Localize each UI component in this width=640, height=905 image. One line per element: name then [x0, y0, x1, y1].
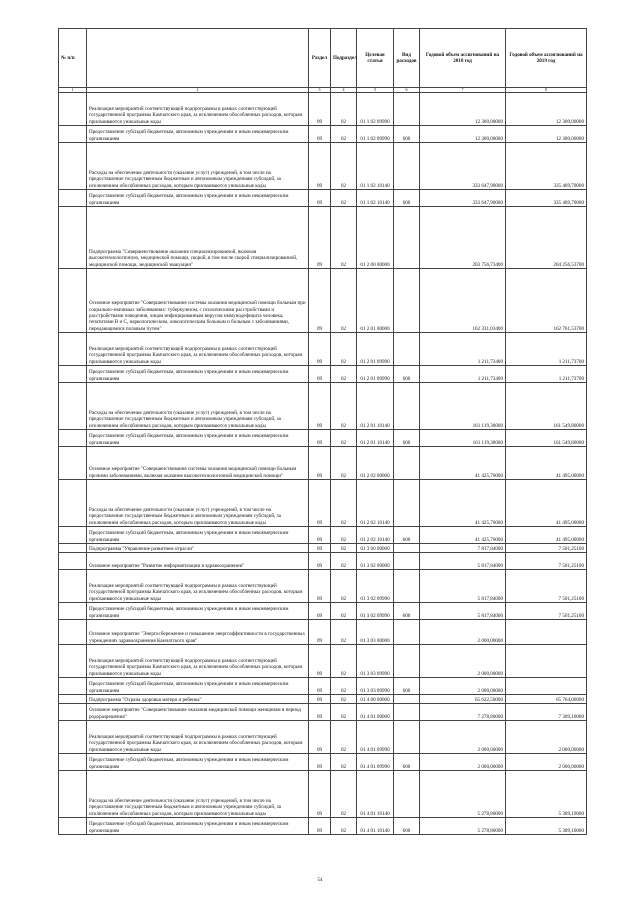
- row-expense-type: 600: [394, 430, 420, 447]
- table-row: [59, 527, 587, 544]
- row-target-article: 01 2 02 00000: [357, 447, 394, 480]
- row-amount-2019: 161 549,80000: [506, 383, 587, 430]
- row-target-article: 01 3 02 00000: [357, 553, 394, 570]
- row-amount-2018: 161 119,30000: [420, 383, 506, 430]
- row-amount-2018: 2 000,00000: [420, 678, 506, 695]
- table-row: [59, 553, 587, 570]
- row-expense-type: [394, 544, 420, 553]
- row-razdel: 09: [309, 695, 331, 704]
- row-podrazdel: 02: [331, 603, 357, 620]
- row-podrazdel: 02: [331, 553, 357, 570]
- row-amount-2019: 41 495,00000: [506, 527, 587, 544]
- row-number: [59, 527, 87, 544]
- row-podrazdel: 02: [331, 721, 357, 754]
- row-amount-2019: 12 300,00000: [506, 93, 587, 126]
- row-target-article: 01 2 01 09990: [357, 333, 394, 366]
- row-target-article: 01 2 02 10140: [357, 480, 394, 527]
- row-amount-2019: 7 501,25100: [506, 603, 587, 620]
- row-description: [87, 143, 309, 190]
- table-row: [59, 447, 587, 480]
- header-2018: Годовой объем ассигнований на 2018 год: [420, 29, 506, 88]
- row-podrazdel: 02: [331, 143, 357, 190]
- table-row: [59, 143, 587, 190]
- row-expense-type: [394, 620, 420, 645]
- row-description: [87, 480, 309, 527]
- row-description: [87, 190, 309, 207]
- row-razdel: 09: [309, 126, 331, 143]
- row-razdel: 09: [309, 269, 331, 333]
- row-podrazdel: 02: [331, 620, 357, 645]
- table-row: [59, 704, 587, 721]
- row-podrazdel: 02: [331, 269, 357, 333]
- row-razdel: 09: [309, 480, 331, 527]
- row-description: [87, 93, 309, 126]
- description-text: Основное мероприятие "Совершенствование системы оказания медицинской помощи больным прочими заболеваниями, включая оказание высокотехнологичной медицинской помощи": [89, 466, 297, 479]
- row-description: [87, 721, 309, 754]
- row-razdel: 09: [309, 527, 331, 544]
- row-podrazdel: 02: [331, 570, 357, 603]
- row-razdel: 09: [309, 430, 331, 447]
- row-target-article: 01 4 01 09990: [357, 754, 394, 771]
- row-amount-2019: 335 469,70000: [506, 190, 587, 207]
- row-target-article: 01 3 03 00000: [357, 620, 394, 645]
- row-number: [59, 430, 87, 447]
- row-razdel: 09: [309, 544, 331, 553]
- row-target-article: 01 1 02 09990: [357, 126, 394, 143]
- row-amount-2019: 41 495,00000: [506, 447, 587, 480]
- row-description: [87, 678, 309, 695]
- row-description: [87, 754, 309, 771]
- row-podrazdel: 02: [331, 126, 357, 143]
- description-text: Предоставление субсидий бюджетным, автономным учреждениям и иным некоммерческим организациям: [89, 757, 289, 770]
- column-number: 6: [394, 88, 420, 93]
- description-text: Подпрограмма "Управление развитием отрасли": [89, 545, 195, 552]
- header-number: № п/п: [59, 29, 87, 88]
- row-amount-2019: 7 309,10000: [506, 704, 587, 721]
- column-number: 1: [59, 88, 87, 93]
- row-description: [87, 269, 309, 333]
- row-target-article: 01 3 02 09990: [357, 570, 394, 603]
- row-description: [87, 527, 309, 544]
- row-amount-2018: 41 425,70000: [420, 447, 506, 480]
- row-number: [59, 269, 87, 333]
- table-row: [59, 544, 587, 553]
- row-expense-type: [394, 480, 420, 527]
- row-amount-2018: 41 425,70000: [420, 527, 506, 544]
- table-header-row: [59, 29, 587, 88]
- row-target-article: 01 3 03 09990: [357, 678, 394, 695]
- description-text: Реализация мероприятий соответствующей подпрограммы в рамках соответствующей государственной программы Камчатского края, за исключением обособленных расходов, которым присваиваются уникальные коды: [89, 582, 303, 602]
- row-razdel: 09: [309, 447, 331, 480]
- row-target-article: 01 1 02 10140: [357, 190, 394, 207]
- header-target-article: Целевая статья: [357, 29, 394, 88]
- row-description: [87, 447, 309, 480]
- row-amount-2018: 2 000,00000: [420, 754, 506, 771]
- row-razdel: 09: [309, 207, 331, 269]
- row-target-article: 01 4 01 00000: [357, 704, 394, 721]
- row-number: [59, 695, 87, 704]
- description-text: Основное мероприятие "Энергосбережение и повышение энергоэффективности в государственных учреждениях здравоохранения Камчатского края": [89, 631, 305, 644]
- header-expense-type: Вид расходов: [394, 29, 420, 88]
- row-expense-type: [394, 207, 420, 269]
- description-text: Подпрограмма "Совершенствование оказания специализированной, включая высокотехнологичную, медицинской помощи, скорой, в том числе скорой специализированной, медицинской помощи, медицинской эвакуации": [89, 248, 298, 268]
- row-podrazdel: 02: [331, 754, 357, 771]
- row-expense-type: 600: [394, 190, 420, 207]
- row-amount-2019: 161 549,80000: [506, 430, 587, 447]
- column-number: 8: [506, 88, 587, 93]
- row-razdel: 09: [309, 771, 331, 818]
- row-expense-type: 600: [394, 126, 420, 143]
- row-number: [59, 544, 87, 553]
- header-razdel: Раздел: [309, 29, 331, 88]
- row-razdel: 09: [309, 818, 331, 835]
- table-row: [59, 620, 587, 645]
- row-description: [87, 207, 309, 269]
- description-text: Реализация мероприятий соответствующей подпрограммы в рамках соответствующей государственной программы Камчатского края, за исключением обособленных расходов, которым присваиваются уникальные коды: [89, 657, 303, 677]
- row-amount-2018: 5 278,80000: [420, 771, 506, 818]
- row-amount-2019: [506, 678, 587, 695]
- row-razdel: 09: [309, 721, 331, 754]
- row-description: [87, 366, 309, 383]
- row-expense-type: [394, 645, 420, 678]
- row-amount-2018: 41 425,70000: [420, 480, 506, 527]
- row-razdel: 09: [309, 570, 331, 603]
- row-amount-2018: 5 278,80000: [420, 818, 506, 835]
- header-2019: Годовой объем ассигнований на 2019 год: [506, 29, 587, 88]
- description-text: Реализация мероприятий соответствующей подпрограммы в рамках соответствующей государственной программы Камчатского края, за исключением обособленных расходов, которым присваиваются уникальные коды: [89, 105, 303, 125]
- row-target-article: 01 2 01 10140: [357, 430, 394, 447]
- row-description: [87, 695, 309, 704]
- table-row: [59, 269, 587, 333]
- row-amount-2018: 7 817,84000: [420, 544, 506, 553]
- row-razdel: 09: [309, 383, 331, 430]
- row-number: [59, 645, 87, 678]
- row-description: [87, 645, 309, 678]
- row-amount-2018: 12 300,00000: [420, 93, 506, 126]
- row-amount-2018: 161 119,30000: [420, 430, 506, 447]
- row-number: [59, 126, 87, 143]
- column-number: 3: [309, 88, 331, 93]
- row-number: [59, 570, 87, 603]
- description-text: Расходы на обеспечение деятельности (оказание услуг) учреждений, в том числе на предоставление государственным бюджетным и автономным учреждениям субсидий, за исключением обособленных расходов, которым присваиваются уникальные коды: [89, 797, 281, 817]
- row-target-article: 01 2 01 00000: [357, 269, 394, 333]
- row-description: [87, 126, 309, 143]
- row-razdel: 09: [309, 333, 331, 366]
- row-description: [87, 430, 309, 447]
- row-amount-2019: 5 309,10000: [506, 771, 587, 818]
- table-row: [59, 818, 587, 835]
- row-razdel: 09: [309, 678, 331, 695]
- row-razdel: 09: [309, 620, 331, 645]
- row-expense-type: [394, 704, 420, 721]
- row-expense-type: [394, 771, 420, 818]
- row-expense-type: 600: [394, 366, 420, 383]
- table-row: [59, 480, 587, 527]
- row-number: [59, 190, 87, 207]
- row-razdel: 09: [309, 366, 331, 383]
- row-description: [87, 620, 309, 645]
- row-target-article: 01 2 02 10140: [357, 527, 394, 544]
- table-row: [59, 645, 587, 678]
- row-expense-type: 600: [394, 603, 420, 620]
- row-number: [59, 754, 87, 771]
- row-podrazdel: 02: [331, 695, 357, 704]
- row-number: [59, 333, 87, 366]
- row-amount-2019: 2 000,00000: [506, 721, 587, 754]
- row-expense-type: 600: [394, 818, 420, 835]
- row-podrazdel: 02: [331, 366, 357, 383]
- header-description: [87, 29, 309, 88]
- table-row: [59, 93, 587, 126]
- row-description: [87, 818, 309, 835]
- row-amount-2018: 5 817,84000: [420, 603, 506, 620]
- row-expense-type: [394, 383, 420, 430]
- row-amount-2018: 1 211,73400: [420, 333, 506, 366]
- row-amount-2019: 162 761,53700: [506, 269, 587, 333]
- row-expense-type: [394, 553, 420, 570]
- row-amount-2019: [506, 645, 587, 678]
- row-amount-2019: 12 300,00000: [506, 126, 587, 143]
- row-number: [59, 678, 87, 695]
- row-target-article: 01 3 03 09990: [357, 645, 394, 678]
- row-expense-type: [394, 695, 420, 704]
- row-podrazdel: 02: [331, 207, 357, 269]
- row-expense-type: [394, 269, 420, 333]
- table-row: [59, 678, 587, 695]
- row-podrazdel: 02: [331, 704, 357, 721]
- row-podrazdel: 02: [331, 544, 357, 553]
- row-target-article: 01 1 02 09990: [357, 93, 394, 126]
- row-expense-type: 600: [394, 527, 420, 544]
- row-podrazdel: 02: [331, 190, 357, 207]
- description-text: Расходы на обеспечение деятельности (оказание услуг) учреждений, в том числе на предоставление государственным бюджетным и автономным учреждениям субсидий, за исключением обособленных расходов, которым присваиваются уникальные коды: [89, 409, 281, 429]
- row-number: [59, 553, 87, 570]
- description-text: Основное мероприятие "Совершенствование системы оказания медицинской помощи больным при социально-значимых заболеваниях: туберкулезом, с психическими расстройствами и расстройствами поведения, лицам инфицированным вирусом иммунодефицита человека, гепатитами В и С, наркологическим, онкологическим больным и больным с заболеваниями, передающимися половым путем": [89, 300, 306, 332]
- row-podrazdel: 02: [331, 771, 357, 818]
- description-text: Предоставление субсидий бюджетным, автономным учреждениям и иным некоммерческим организациям: [89, 129, 289, 142]
- table-row: [59, 754, 587, 771]
- row-target-article: 01 3 02 09990: [357, 603, 394, 620]
- column-number: 4: [331, 88, 357, 93]
- description-text: Расходы на обеспечение деятельности (оказание услуг) учреждений, в том числе на предоставление государственным бюджетным и автономным учреждениям субсидий, за исключением обособленных расходов, которым присваиваются уникальные коды: [89, 506, 281, 526]
- row-podrazdel: 02: [331, 645, 357, 678]
- row-description: [87, 570, 309, 603]
- row-target-article: 01 4 01 10140: [357, 818, 394, 835]
- table-row: [59, 207, 587, 269]
- row-number: [59, 480, 87, 527]
- row-podrazdel: 02: [331, 333, 357, 366]
- row-amount-2019: 1 211,73700: [506, 333, 587, 366]
- description-text: Предоставление субсидий бюджетным, автономным учреждениям и иным некоммерческим организациям: [89, 606, 289, 619]
- row-podrazdel: 02: [331, 818, 357, 835]
- description-text: Основное мероприятие "Развитие информатизации в здравоохранении": [89, 562, 245, 569]
- row-amount-2018: 5 817,84000: [420, 553, 506, 570]
- table-row: [59, 190, 587, 207]
- row-razdel: 09: [309, 143, 331, 190]
- row-description: [87, 553, 309, 570]
- table-row: [59, 603, 587, 620]
- row-description: [87, 704, 309, 721]
- row-amount-2018: 162 331,03400: [420, 269, 506, 333]
- table-row: [59, 383, 587, 430]
- row-amount-2019: 335 469,70000: [506, 143, 587, 190]
- row-amount-2019: 7 501,25100: [506, 570, 587, 603]
- row-amount-2018: 333 647,90000: [420, 143, 506, 190]
- row-target-article: 01 3 00 00000: [357, 544, 394, 553]
- row-number: [59, 447, 87, 480]
- row-expense-type: [394, 447, 420, 480]
- column-number: 7: [420, 88, 506, 93]
- table-row: [59, 430, 587, 447]
- row-amount-2019: 41 495,00000: [506, 480, 587, 527]
- row-expense-type: [394, 143, 420, 190]
- description-text: Реализация мероприятий соответствующей подпрограммы в рамках соответствующей государственной программы Камчатского края, за исключением обособленных расходов, которым присваиваются уникальные коды: [89, 345, 303, 365]
- row-amount-2019: 2 000,00000: [506, 754, 587, 771]
- table-row: [59, 695, 587, 704]
- row-amount-2019: [506, 620, 587, 645]
- row-number: [59, 620, 87, 645]
- page-number: 54: [317, 878, 323, 883]
- row-number: [59, 771, 87, 818]
- table-row: [59, 366, 587, 383]
- row-amount-2018: 333 647,90000: [420, 190, 506, 207]
- row-podrazdel: 02: [331, 527, 357, 544]
- row-razdel: 09: [309, 93, 331, 126]
- row-description: [87, 771, 309, 818]
- description-text: Предоставление субсидий бюджетным, автономным учреждениям и иным некоммерческим организациям: [89, 369, 289, 382]
- row-amount-2018: 2 000,00000: [420, 620, 506, 645]
- row-razdel: 09: [309, 603, 331, 620]
- column-number: 5: [357, 88, 394, 93]
- row-expense-type: 600: [394, 754, 420, 771]
- row-description: [87, 333, 309, 366]
- description-text: Предоставление субсидий бюджетным, автономным учреждениям и иным некоммерческим организациям: [89, 193, 289, 206]
- row-amount-2019: 7 501,25100: [506, 544, 587, 553]
- row-podrazdel: 02: [331, 383, 357, 430]
- row-target-article: 01 4 01 09990: [357, 721, 394, 754]
- description-text: Предоставление субсидий бюджетным, автономным учреждениям и иным некоммерческим организациям: [89, 530, 289, 543]
- description-text: Предоставление субсидий бюджетным, автономным учреждениям и иным некоммерческим организациям: [89, 681, 289, 694]
- table-row: [59, 771, 587, 818]
- row-number: [59, 818, 87, 835]
- row-amount-2018: 7 278,80000: [420, 704, 506, 721]
- description-text: Основное мероприятие "Совершенствование оказания медицинской помощи женщинам в период родоразрешения": [89, 707, 301, 720]
- row-amount-2019: 1 211,73700: [506, 366, 587, 383]
- table-row: [59, 570, 587, 603]
- row-amount-2018: 1 211,73400: [420, 366, 506, 383]
- column-number: 2: [87, 88, 309, 93]
- row-target-article: 01 1 02 10140: [357, 143, 394, 190]
- row-target-article: 01 2 01 10140: [357, 383, 394, 430]
- table-row: [59, 721, 587, 754]
- row-number: [59, 721, 87, 754]
- row-amount-2019: 7 501,25100: [506, 553, 587, 570]
- row-amount-2018: 65 622,50000: [420, 695, 506, 704]
- row-podrazdel: 02: [331, 678, 357, 695]
- row-podrazdel: 02: [331, 430, 357, 447]
- row-number: [59, 366, 87, 383]
- row-podrazdel: 02: [331, 93, 357, 126]
- row-target-article: 01 4 01 10140: [357, 771, 394, 818]
- description-text: Расходы на обеспечение деятельности (оказание услуг) учреждений, в том числе на предоставление государственным бюджетным и автономным учреждениям субсидий, за исключением обособленных расходов, которым присваиваются уникальные коды: [89, 169, 281, 189]
- row-expense-type: [394, 333, 420, 366]
- row-number: [59, 143, 87, 190]
- row-expense-type: [394, 93, 420, 126]
- row-amount-2018: 203 756,73400: [420, 207, 506, 269]
- row-amount-2019: 5 309,10000: [506, 818, 587, 835]
- table-row: [59, 333, 587, 366]
- row-number: [59, 603, 87, 620]
- row-expense-type: [394, 721, 420, 754]
- row-amount-2019: 65 764,00000: [506, 695, 587, 704]
- row-description: [87, 383, 309, 430]
- row-target-article: 01 2 01 09990: [357, 366, 394, 383]
- row-podrazdel: 02: [331, 480, 357, 527]
- budget-table: [58, 28, 587, 835]
- row-expense-type: 600: [394, 678, 420, 695]
- row-target-article: 01 4 00 00000: [357, 695, 394, 704]
- description-text: Подпрограмма "Охрана здоровья матери и ребенка": [89, 696, 202, 703]
- row-amount-2018: 2 000,00000: [420, 645, 506, 678]
- row-amount-2019: 204 256,53700: [506, 207, 587, 269]
- row-podrazdel: 02: [331, 447, 357, 480]
- row-description: [87, 603, 309, 620]
- row-expense-type: [394, 570, 420, 603]
- row-razdel: 09: [309, 704, 331, 721]
- row-description: [87, 544, 309, 553]
- row-razdel: 09: [309, 553, 331, 570]
- row-amount-2018: 12 300,00000: [420, 126, 506, 143]
- row-number: [59, 704, 87, 721]
- description-text: Предоставление субсидий бюджетным, автономным учреждениям и иным некоммерческим организациям: [89, 433, 289, 446]
- row-number: [59, 207, 87, 269]
- row-razdel: 09: [309, 754, 331, 771]
- row-number: [59, 93, 87, 126]
- description-text: Предоставление субсидий бюджетным, автономным учреждениям и иным некоммерческим организациям: [89, 821, 289, 834]
- row-amount-2018: 5 817,84000: [420, 570, 506, 603]
- table-row: [59, 126, 587, 143]
- row-amount-2018: 2 000,00000: [420, 721, 506, 754]
- description-text: Реализация мероприятий соответствующей подпрограммы в рамках соответствующей государственной программы Камчатского края, за исключением обособленных расходов, которым присваиваются уникальные коды: [89, 733, 303, 753]
- header-podrazdel: Подраздел: [331, 29, 357, 88]
- row-number: [59, 383, 87, 430]
- row-razdel: 09: [309, 645, 331, 678]
- row-razdel: 09: [309, 190, 331, 207]
- row-target-article: 01 2 00 00000: [357, 207, 394, 269]
